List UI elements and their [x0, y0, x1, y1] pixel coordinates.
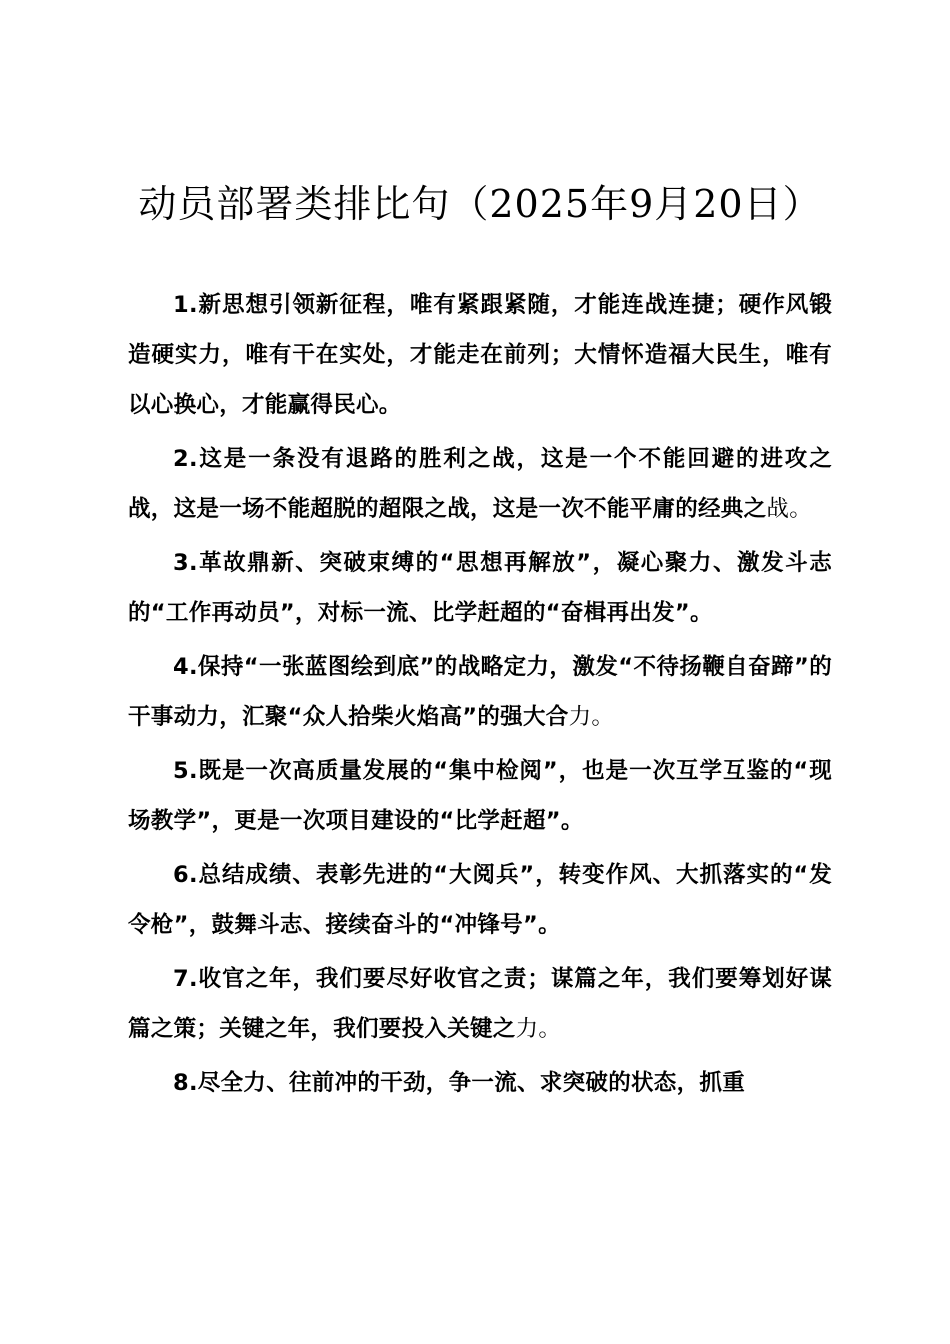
paragraph-tail: 力。	[515, 1016, 562, 1042]
document-body	[128, 280, 832, 1112]
paragraph-3	[128, 538, 832, 638]
paragraph-text: 4.保持“一张蓝图绘到底”的战略定力，激发“不待扬鞭自奋蹄”的干事动力，汇聚“众人拾柴火焰高”的强大合	[128, 654, 832, 730]
paragraph-text: 1.新思想引领新征程，唯有紧跟紧随，才能连战连捷；硬作风锻造硬实力，唯有干在实处，才能走在前列；大情怀造福大民生，唯有以心换心，才能赢得民心。	[128, 292, 832, 418]
paragraph-5	[128, 746, 832, 846]
paragraph-1	[128, 280, 832, 430]
paragraph-text: 7.收官之年，我们要尽好收官之责；谋篇之年，我们要筹划好谋篇之策；关键之年，我们要投入关键之	[128, 966, 832, 1042]
paragraph-4	[128, 642, 832, 742]
paragraph-tail: 战。	[766, 496, 813, 522]
paragraph-text: 3.革故鼎新、突破束缚的“思想再解放”，凝心聚力、激发斗志的“工作再动员”，对标一流、比学赶超的“奋楫再出发”。	[128, 550, 832, 626]
paragraph-text: 6.总结成绩、表彰先进的“大阅兵”，转变作风、大抓落实的“发令枪”，鼓舞斗志、接续奋斗的“冲锋号”。	[128, 862, 832, 938]
paragraph-7	[128, 954, 832, 1054]
paragraph-text: 5.既是一次高质量发展的“集中检阅”，也是一次互学互鉴的“现场教学”，更是一次项目建设的“比学赶超”。	[128, 758, 832, 834]
paragraph-8	[128, 1058, 832, 1108]
paragraph-text: 2.这是一条没有退路的胜利之战，这是一个不能回避的进攻之战，这是一场不能超脱的超限之战，这是一次不能平庸的经典之	[128, 446, 832, 522]
paragraph-text: 8.尽全力、往前冲的干劲，争一流、求突破的状态，抓重	[173, 1070, 746, 1096]
paragraph-tail: 力。	[568, 704, 615, 730]
paragraph-2	[128, 434, 832, 534]
document-title: 动员部署类排比句（2025年9月20日）	[138, 182, 822, 226]
paragraph-6	[128, 850, 832, 950]
